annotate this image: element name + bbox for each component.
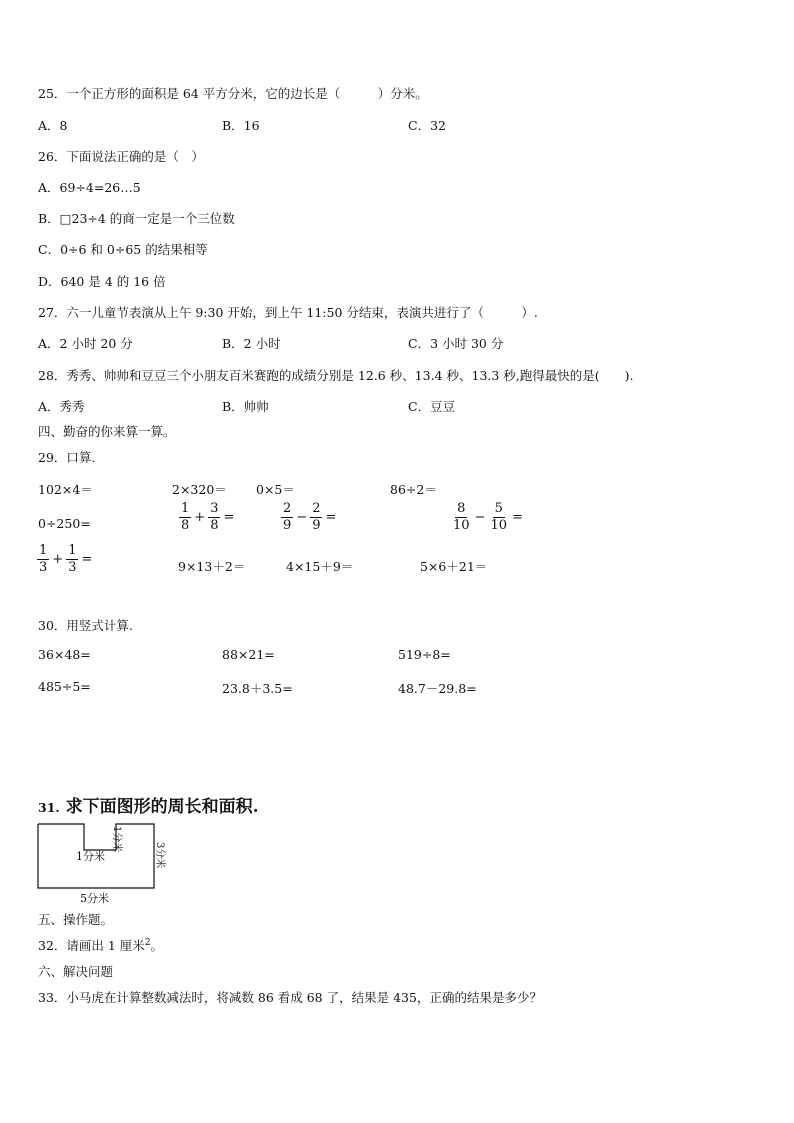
q29-item: 9×13＋2＝ [178,559,246,574]
q29-item: 0÷250= [38,516,91,531]
section-heading-4: 四、勤奋的你来算一算。 [38,424,176,439]
q28-stem: 28．秀秀、帅帅和豆豆三个小朋友百米赛跑的成绩分别是 12.6 秒、13.4 秒、13.3 秒,跑得最快的是( ). [38,368,634,383]
q25-option-a: A．8 [38,118,68,133]
q27-option-c: C．3 小时 30 分 [408,336,504,351]
q29-item: 86÷2＝ [390,482,437,497]
q29-item: 5×6＋21＝ [420,559,488,574]
q29-fraction-expr-1: $\frac{1}{8}$ + $\frac{3}{8}$ = [181,501,235,533]
q30-item: 48.7－29.8= [398,681,477,696]
q30-item: 485÷5= [38,679,91,694]
width-label: 5分米 [80,892,109,905]
section-heading-5: 五、操作题。 [38,912,114,927]
q28-option-c: C．豆豆 [408,399,456,414]
notch-width-label: 1分米 [76,850,105,863]
q25-option-c: C．32 [408,118,446,133]
q26-option-d: D．640 是 4 的 16 倍 [38,274,166,289]
height-label: 3分米 [154,842,165,869]
q29-stem: 29．口算. [38,450,96,465]
q25-stem: 25．一个正方形的面积是 64 平方分米，它的边长是（ ）分米。 [38,86,428,101]
q30-item: 519÷8= [398,647,451,662]
q30-item: 36×48= [38,647,91,662]
q33-stem: 33．小马虎在计算整数减法时，将减数 86 看成 68 了，结果是 435，正确的结果是多少？ [38,990,542,1005]
q27-option-b: B．2 小时 [222,336,281,351]
notch-height-label: 1分米 [111,826,122,853]
q26-option-b: B．□23÷4 的商一定是一个三位数 [38,211,235,226]
q31-figure [36,822,176,906]
q27-option-a: A．2 小时 20 分 [38,336,133,351]
q29-item: 4×15＋9＝ [286,559,354,574]
section-heading-6: 六、解决问题 [38,964,114,979]
q29-fraction-expr-4: $\frac{1}{3}$ + $\frac{1}{3}$ = [39,543,93,575]
q31-title: 31. 求下面图形的周长和面积. [38,797,259,817]
q26-option-a: A．69÷4=26…5 [38,180,141,195]
q30-stem: 30．用竖式计算. [38,618,133,633]
q28-option-b: B．帅帅 [222,399,269,414]
q30-item: 23.8＋3.5= [222,681,293,696]
q29-fraction-expr-2: $\frac{2}{9}$ − $\frac{2}{9}$ = [283,501,337,533]
q26-stem: 26．下面说法正确的是（ ） [38,149,204,164]
q28-option-a: A．秀秀 [38,399,85,414]
q30-item: 88×21= [222,647,275,662]
q29-item: 2×320＝ [172,482,227,497]
q32-stem: 32．请画出 1 厘米$^2$。 [38,937,164,953]
q26-option-c: C．0÷6 和 0÷65 的结果相等 [38,242,208,257]
q27-stem: 27．六一儿童节表演从上午 9:30 开始，到上午 11:50 分结束，表演共进行了（ ）. [38,305,538,320]
q25-option-b: B．16 [222,118,260,133]
q29-fraction-expr-3: $\frac{8}{10}$ − $\frac{5}{10}$ = [453,501,523,533]
q29-item: 102×4＝ [38,482,93,497]
q29-item: 0×5＝ [256,482,295,497]
